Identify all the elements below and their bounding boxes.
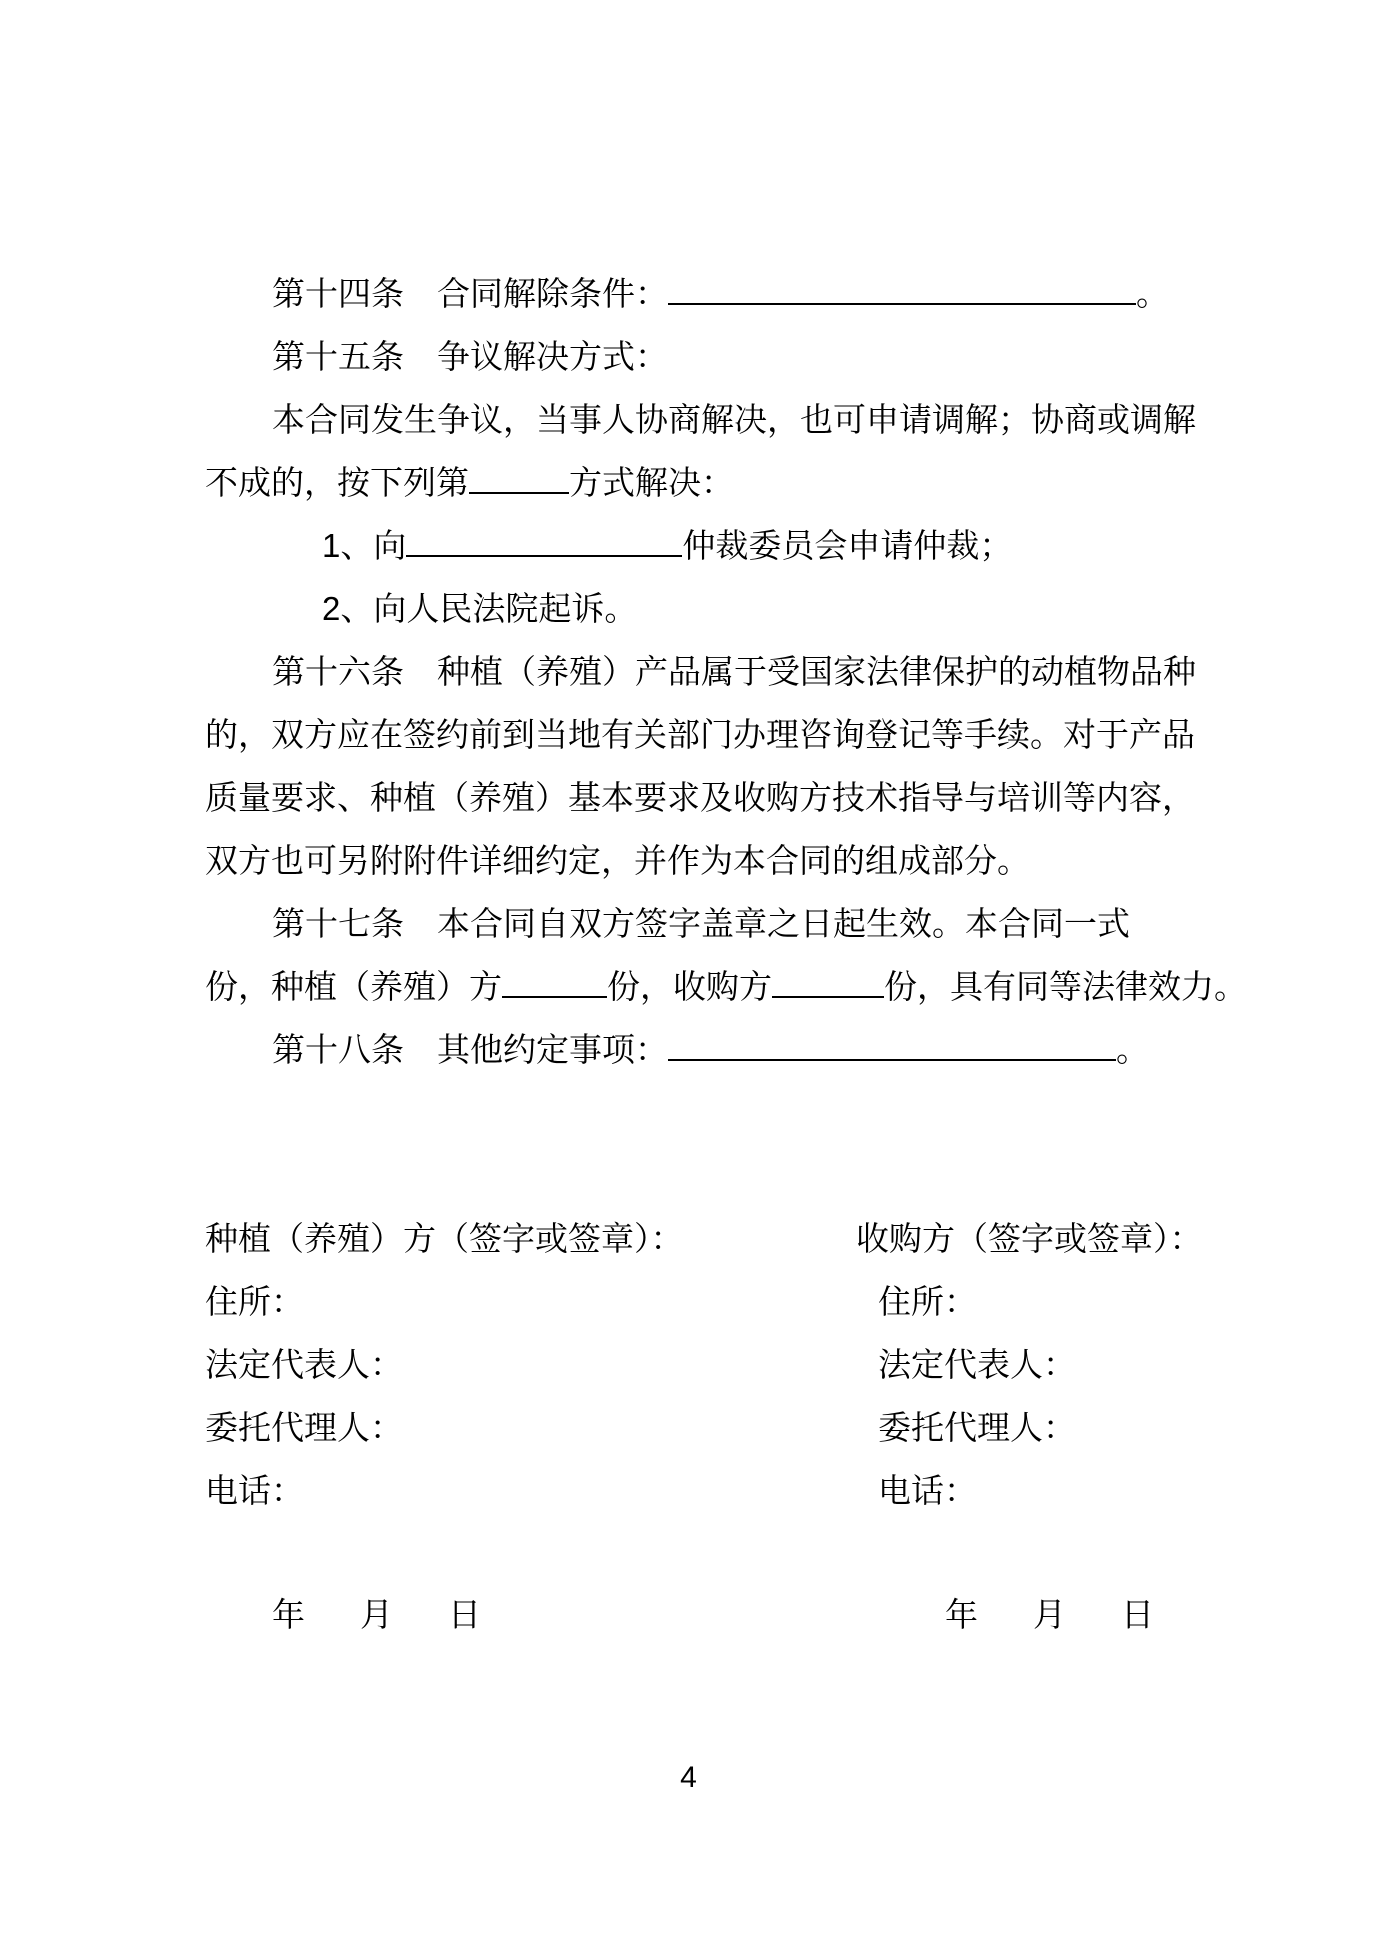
article-17-text2a: 份，种植（养殖）方 — [205, 968, 502, 1005]
buyer-address-label: 住所： — [878, 1283, 977, 1320]
dispute-method-number-blank-field[interactable] — [469, 452, 569, 494]
article-17-line2 — [205, 955, 1247, 1018]
grower-signature-title — [205, 1207, 684, 1270]
article-17-text1: 第十七条 本合同自双方签字盖章之日起生效。本合同一式 — [272, 905, 1130, 942]
buyer-legal-rep-row — [878, 1333, 1076, 1396]
buyer-date-row — [945, 1583, 1154, 1646]
grower-copies-blank-field[interactable] — [502, 956, 607, 998]
article-16-line3 — [205, 766, 1195, 829]
buyer-phone-label: 电话： — [878, 1472, 977, 1509]
article-18-label: 第十八条 其他约定事项： — [272, 1031, 668, 1068]
buyer-legal-rep-label: 法定代表人： — [878, 1346, 1076, 1383]
arbitration-committee-blank-field[interactable] — [406, 515, 682, 557]
arbitration-option-pre: 1、向 — [322, 527, 407, 564]
grower-address-row — [205, 1270, 304, 1333]
grower-phone-row — [205, 1459, 304, 1522]
grower-address-label: 住所： — [205, 1283, 304, 1320]
article-15-paragraph-line1 — [272, 388, 1196, 451]
arbitration-option-line — [322, 514, 1012, 577]
article-16-line1 — [272, 640, 1196, 703]
grower-date-year-label: 年 — [272, 1596, 305, 1633]
article-15-title: 第十五条 争议解决方式： — [272, 338, 668, 375]
buyer-agent-label: 委托代理人： — [878, 1409, 1076, 1446]
court-option-line — [322, 577, 637, 640]
grower-date-group — [272, 1583, 481, 1646]
article-15-paragraph-text2-post: 方式解决： — [569, 464, 734, 501]
article-17-line1 — [272, 892, 1130, 955]
grower-date-month-label: 月 — [360, 1596, 393, 1633]
article-15-paragraph-text2-pre: 不成的，按下列第 — [205, 464, 469, 501]
article-14-blank-field[interactable] — [668, 263, 1136, 305]
article-15-title-line — [272, 325, 668, 388]
article-14-line — [272, 262, 1169, 325]
page-number: 4 — [680, 1761, 697, 1794]
article-18-line — [272, 1018, 1149, 1081]
article-17-text2c: 份，具有同等法律效力。 — [884, 968, 1247, 1005]
grower-date-day-label: 日 — [448, 1596, 481, 1633]
article-16-text3: 质量要求、种植（养殖）基本要求及收购方技术指导与培训等内容， — [205, 779, 1195, 816]
buyer-date-group — [945, 1583, 1154, 1646]
article-16-line2 — [205, 703, 1195, 766]
buyer-phone-row — [878, 1459, 977, 1522]
article-14-label: 第十四条 合同解除条件： — [272, 275, 668, 312]
article-15-paragraph-line2 — [205, 451, 734, 514]
article-18-period: 。 — [1116, 1031, 1149, 1068]
article-16-line4 — [205, 829, 1030, 892]
grower-signature-title-text: 种植（养殖）方（签字或签章）： — [205, 1220, 684, 1257]
article-17-text2b: 份，收购方 — [607, 968, 772, 1005]
buyer-date-year-label: 年 — [945, 1596, 978, 1633]
grower-agent-row — [205, 1396, 403, 1459]
grower-phone-label: 电话： — [205, 1472, 304, 1509]
buyer-date-month-label: 月 — [1033, 1596, 1066, 1633]
grower-legal-rep-row — [205, 1333, 403, 1396]
grower-agent-label: 委托代理人： — [205, 1409, 403, 1446]
article-16-text2: 的，双方应在签约前到当地有关部门办理咨询登记等手续。对于产品 — [205, 716, 1195, 753]
buyer-signature-title-text: 收购方（签字或签章）： — [856, 1220, 1203, 1257]
article-16-text1: 第十六条 种植（养殖）产品属于受国家法律保护的动植物品种 — [272, 653, 1196, 690]
grower-date-row — [272, 1583, 481, 1646]
court-option-text: 2、向人民法院起诉。 — [322, 590, 638, 627]
buyer-address-row — [878, 1270, 977, 1333]
article-18-blank-field[interactable] — [668, 1019, 1116, 1061]
grower-legal-rep-label: 法定代表人： — [205, 1346, 403, 1383]
article-14-period: 。 — [1136, 275, 1169, 312]
article-15-paragraph-text1: 本合同发生争议，当事人协商解决，也可申请调解；协商或调解 — [272, 401, 1196, 438]
buyer-signature-title — [856, 1207, 1203, 1270]
buyer-copies-blank-field[interactable] — [772, 956, 884, 998]
article-16-text4: 双方也可另附附件详细约定，并作为本合同的组成部分。 — [205, 842, 1030, 879]
buyer-date-day-label: 日 — [1121, 1596, 1154, 1633]
buyer-agent-row — [878, 1396, 1076, 1459]
arbitration-option-post: 仲裁委员会申请仲裁； — [682, 527, 1013, 564]
